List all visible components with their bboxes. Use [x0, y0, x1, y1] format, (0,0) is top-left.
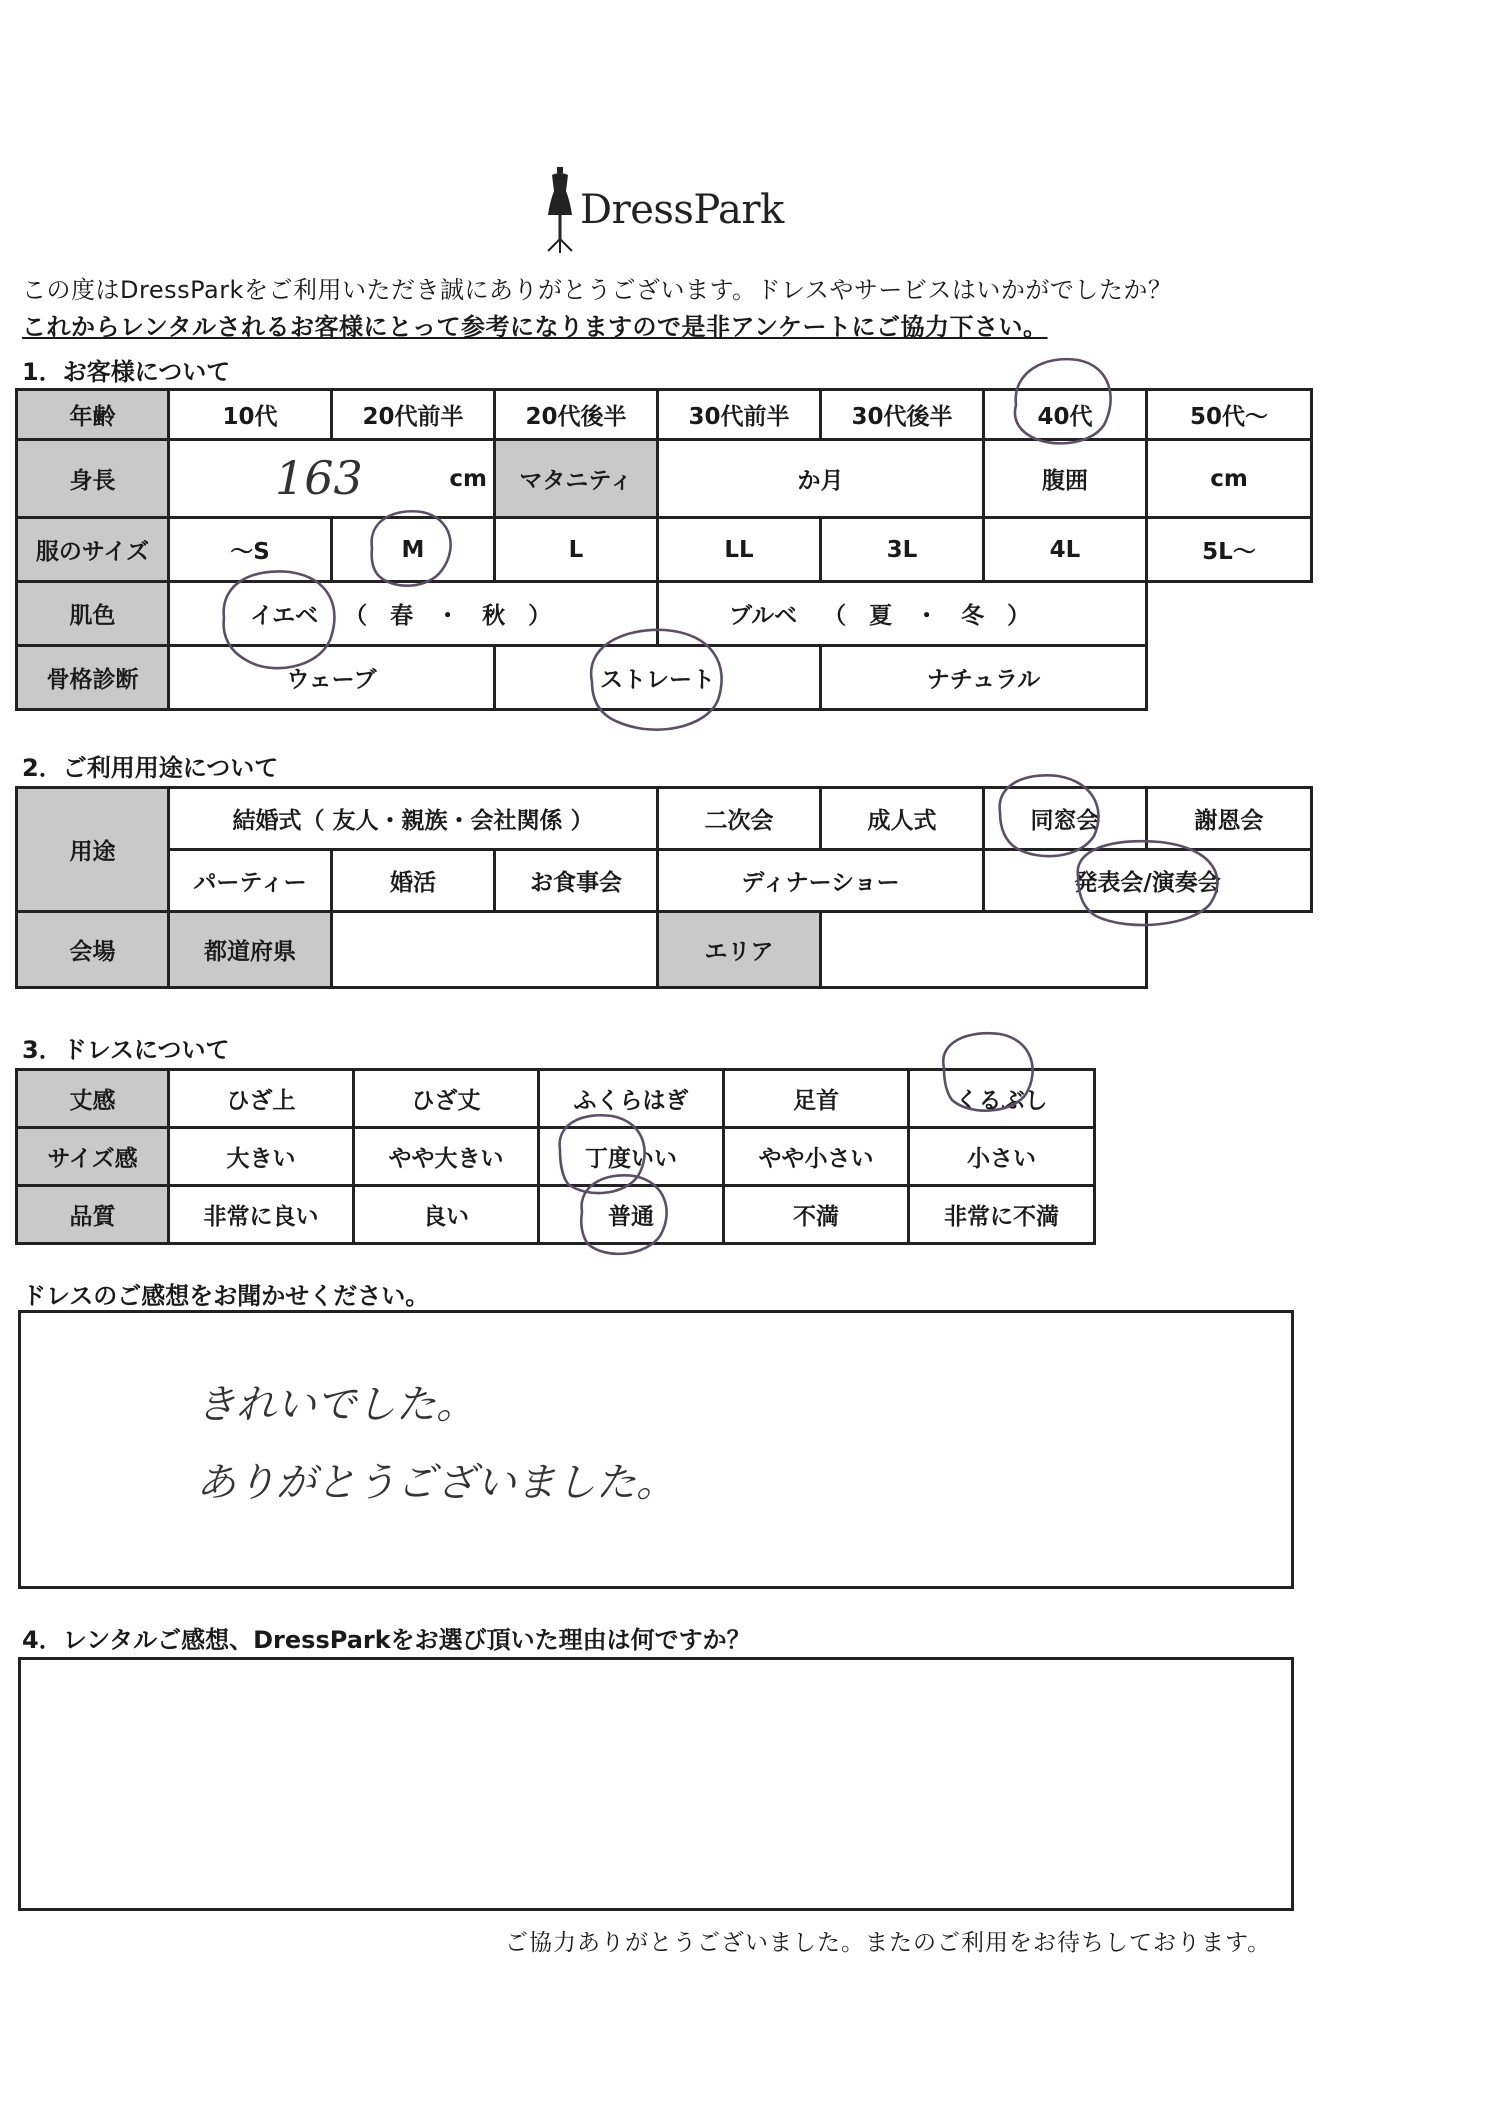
customer-table [15, 388, 1313, 711]
length-option[interactable]: ひざ丈 [354, 1070, 539, 1128]
skin-blue-option[interactable] [658, 582, 1147, 646]
section2-title: 2．ご利用用途について [22, 754, 279, 782]
empty-cell [1147, 582, 1312, 646]
intro-text: この度はDressParkをご利用いただき誠にありがとうございます。ドレスやサービスはいかがでしたか？ [22, 276, 1173, 304]
dress-table [15, 1068, 1096, 1245]
belly-unit: cm [1210, 465, 1248, 492]
request-text: これからレンタルされるお客様にとって参考になりますので是非アンケートにご協力下さい。 [22, 313, 1048, 341]
height-label: 身長 [17, 440, 169, 518]
purpose-option[interactable]: パーティー [169, 850, 332, 912]
purpose-option[interactable]: ディナーショー [658, 850, 984, 912]
age-option[interactable]: 20代後半 [495, 390, 658, 440]
height-field[interactable] [169, 440, 495, 518]
length-option[interactable]: 足首 [724, 1070, 909, 1128]
size-option[interactable]: L [495, 518, 658, 582]
rental-comment-box[interactable] [18, 1657, 1294, 1911]
fit-option[interactable]: やや小さい [724, 1128, 909, 1186]
fit-label: サイズ感 [17, 1128, 169, 1186]
venue-label: 会場 [17, 912, 169, 988]
fit-option[interactable]: やや大きい [354, 1128, 539, 1186]
age-label: 年齢 [17, 390, 169, 440]
skin-yellow-option[interactable] [169, 582, 658, 646]
frame-label: 骨格診断 [17, 646, 169, 710]
size-option[interactable]: 4L [984, 518, 1147, 582]
fit-option[interactable]: 小さい [909, 1128, 1095, 1186]
age-option[interactable]: 50代～ [1147, 390, 1312, 440]
area-field[interactable] [821, 912, 1147, 988]
age-option[interactable]: 10代 [169, 390, 332, 440]
length-label: 丈感 [17, 1070, 169, 1128]
purpose-option-selected[interactable]: 同窓会 [984, 788, 1147, 850]
length-option[interactable]: ふくらはぎ [539, 1070, 724, 1128]
skin-blue-seasons: （ 夏 ・ 冬 ） [823, 603, 1031, 629]
dress-comment-prompt: ドレスのご感想をお聞かせください。 [22, 1282, 430, 1310]
purpose-option[interactable]: お食事会 [495, 850, 658, 912]
prefecture-label: 都道府県 [169, 912, 332, 988]
size-option[interactable]: ～S [169, 518, 332, 582]
mannequin-icon [540, 165, 580, 255]
skin-blue-label: ブルベ [729, 603, 798, 629]
size-option[interactable]: 5L～ [1147, 518, 1312, 582]
purpose-option[interactable]: 結婚式（ 友人・親族・会社関係 ） [169, 788, 658, 850]
skin-yellow-label: イエベ [250, 603, 319, 629]
skin-label: 肌色 [17, 582, 169, 646]
frame-option[interactable]: ナチュラル [821, 646, 1147, 710]
fit-option-selected[interactable]: 丁度いい [539, 1128, 724, 1186]
fit-option[interactable]: 大きい [169, 1128, 354, 1186]
months-field[interactable] [658, 440, 984, 518]
purpose-option[interactable]: 二次会 [658, 788, 821, 850]
purpose-option-selected[interactable]: 発表会/演奏会 [984, 850, 1312, 912]
belly-field[interactable] [1147, 440, 1312, 518]
dress-comment-box[interactable] [18, 1310, 1294, 1589]
purpose-table [15, 786, 1313, 989]
maternity-label: マタニティ [495, 440, 658, 518]
size-label: 服のサイズ [17, 518, 169, 582]
purpose-label: 用途 [17, 788, 169, 912]
age-option[interactable]: 20代前半 [332, 390, 495, 440]
purpose-option[interactable]: 成人式 [821, 788, 984, 850]
quality-label: 品質 [17, 1186, 169, 1244]
quality-option-selected[interactable]: 普通 [539, 1186, 724, 1244]
prefecture-field[interactable] [332, 912, 658, 988]
skin-yellow-seasons: （ 春 ・ 秋 ） [344, 603, 552, 629]
quality-option[interactable]: 非常に不満 [909, 1186, 1095, 1244]
age-option[interactable]: 30代後半 [821, 390, 984, 440]
quality-option[interactable]: 不満 [724, 1186, 909, 1244]
area-label: エリア [658, 912, 821, 988]
section1-title: 1．お客様について [22, 358, 231, 386]
length-option[interactable]: ひざ上 [169, 1070, 354, 1128]
size-option[interactable]: 3L [821, 518, 984, 582]
height-value: 163 [275, 451, 363, 505]
purpose-option[interactable]: 謝恩会 [1147, 788, 1312, 850]
frame-option[interactable]: ウェーブ [169, 646, 495, 710]
quality-option[interactable]: 良い [354, 1186, 539, 1244]
empty-cell [1147, 646, 1312, 710]
section4-title: 4．レンタルご感想、DressParkをお選び頂いた理由は何ですか？ [22, 1626, 751, 1654]
height-unit: cm [449, 465, 487, 492]
purpose-option[interactable]: 婚活 [332, 850, 495, 912]
logo-text: DressPark [580, 187, 784, 233]
empty-cell [1147, 912, 1312, 988]
frame-option-selected[interactable]: ストレート [495, 646, 821, 710]
size-option[interactable]: LL [658, 518, 821, 582]
age-option-selected[interactable]: 40代 [984, 390, 1147, 440]
belly-label: 腹囲 [984, 440, 1147, 518]
dress-comment-line1: きれいでした。 [196, 1382, 476, 1428]
section3-title: 3．ドレスについて [22, 1036, 230, 1064]
dress-comment-line2: ありがとうございました。 [196, 1460, 676, 1506]
size-option-selected[interactable]: M [332, 518, 495, 582]
footer-text: ご協力ありがとうございました。またのご利用をお待ちしております。 [505, 1930, 1272, 1956]
months-label: か月 [797, 468, 844, 494]
age-option[interactable]: 30代前半 [658, 390, 821, 440]
dresspark-logo [540, 165, 784, 255]
length-option-selected[interactable]: くるぶし [909, 1070, 1095, 1128]
quality-option[interactable]: 非常に良い [169, 1186, 354, 1244]
